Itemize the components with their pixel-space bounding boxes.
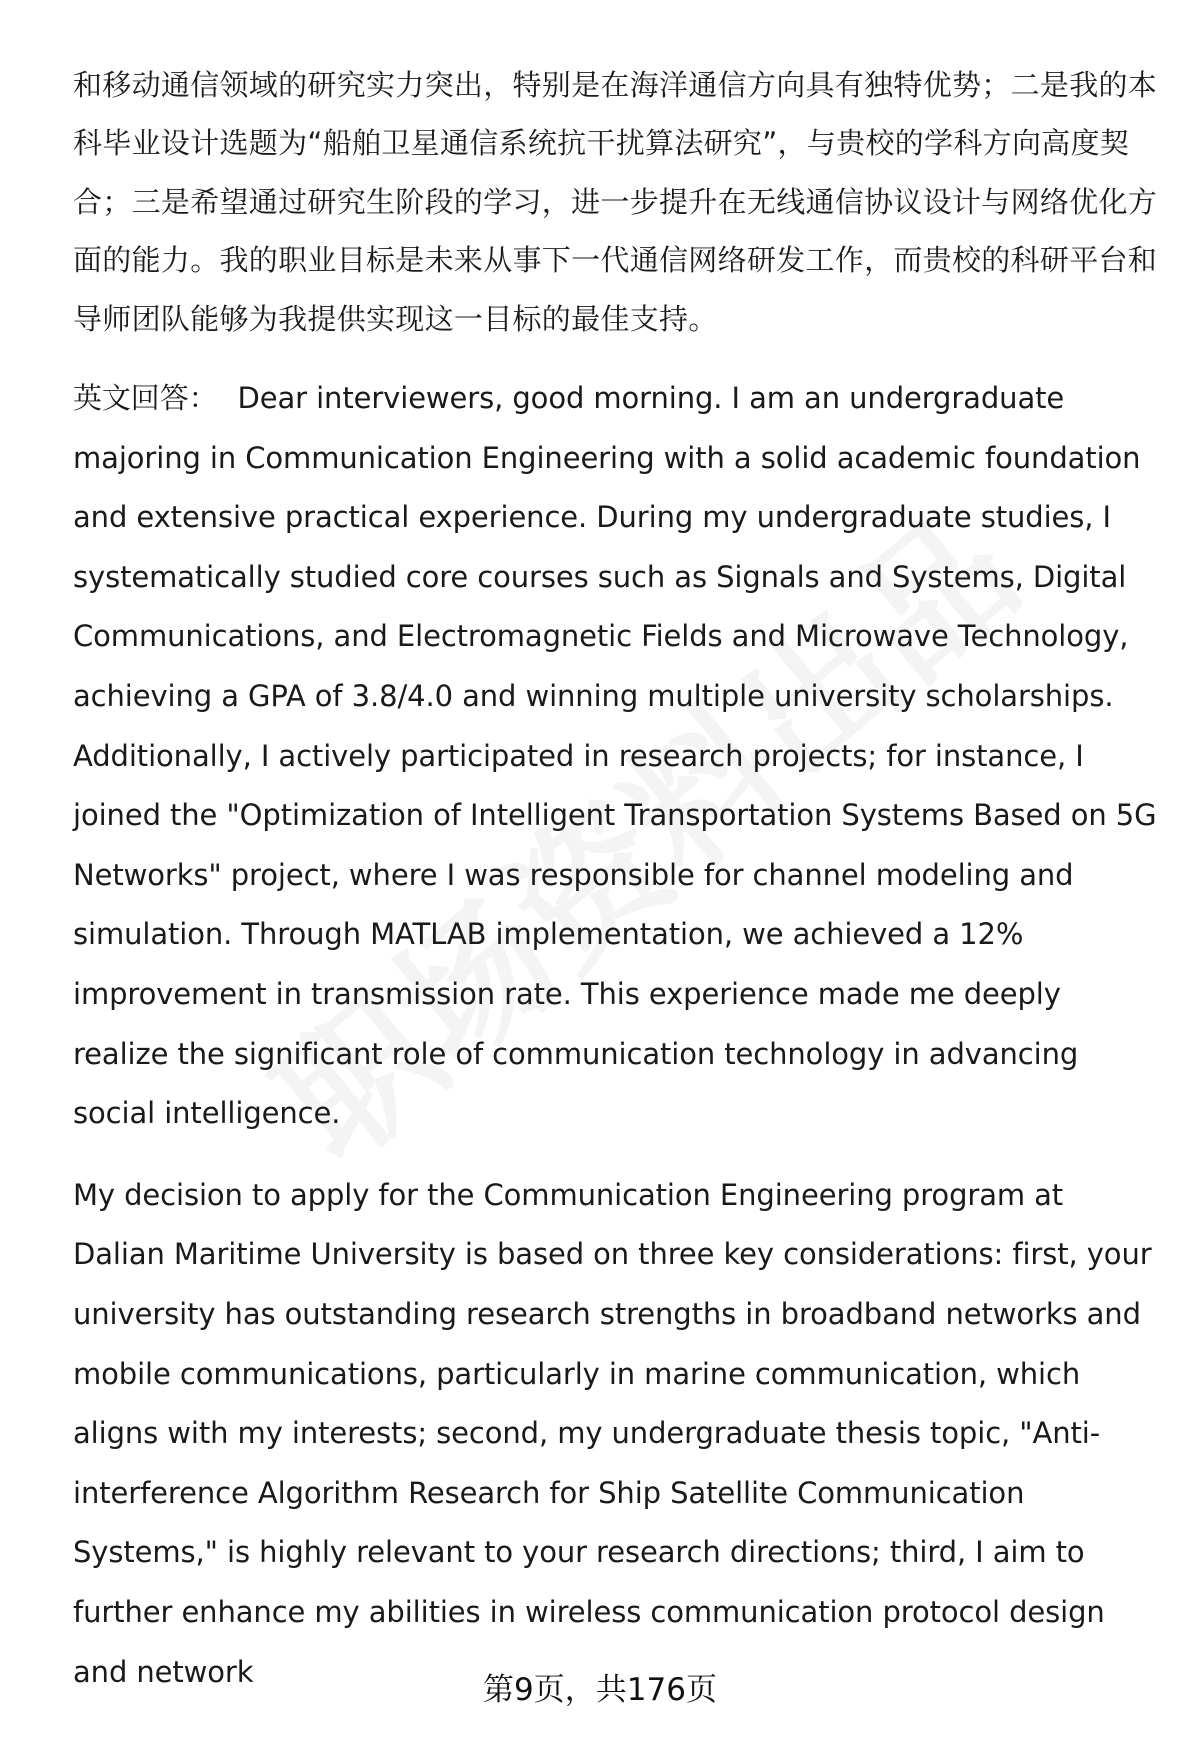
english-answer-paragraph-1 xyxy=(73,369,1163,1144)
page-content xyxy=(73,56,1163,1702)
english-answer-text-1: Dear interviewers, good morning. I am an undergraduate majoring in Communication Engineering with a solid academic foundation and extensive practical experience. During my undergraduate studies, I systematically studied core courses such as Signals and Systems, Digital Communications, and Electromagnetic Fields and Microwave Technology, achieving a GPA of 3.8/4.0 and winning multiple university scholarships. Additionally, I actively participated in research projects; for instance, I joined the "Optimization of Intelligent Transportation Systems Based on 5G Networks" project, where I was responsible for channel modeling and simulation. Through MATLAB implementation, we achieved a 12% improvement in transmission rate. This experience made me deeply realize the significant role of communication technology in advancing social intelligence. xyxy=(73,381,1157,1131)
chinese-answer-paragraph: 和移动通信领域的研究实力突出，特别是在海洋通信方向具有独特优势；二是我的本科毕业设计选题为“船舶卫星通信系统抗干扰算法研究”，与贵校的学科方向高度契合；三是希望通过研究生阶段的学习，进一步提升在无线通信协议设计与网络优化方面的能力。我的职业目标是未来从事下一代通信网络研发工作，而贵校的科研平台和导师团队能够为我提供实现这一目标的最佳支持。 xyxy=(73,68,1158,336)
page-number-footer: 第9页，共176页 xyxy=(483,1672,717,1708)
english-answer-label: 英文回答： xyxy=(73,381,218,416)
english-answer-paragraph-2: My decision to apply for the Communication Engineering program at Dalian Maritime University is based on three key considerations: first, your university has outstanding research strengths in broadband networks and mobile communications, particularly in marine communication, which aligns with my interests; second, my undergraduate thesis topic, "Anti-interference Algorithm Research for Ship Satellite Communication Systems," is highly relevant to your research directions; third, I aim to further enhance my abilities in wireless communication protocol design and network xyxy=(73,1177,1152,1689)
